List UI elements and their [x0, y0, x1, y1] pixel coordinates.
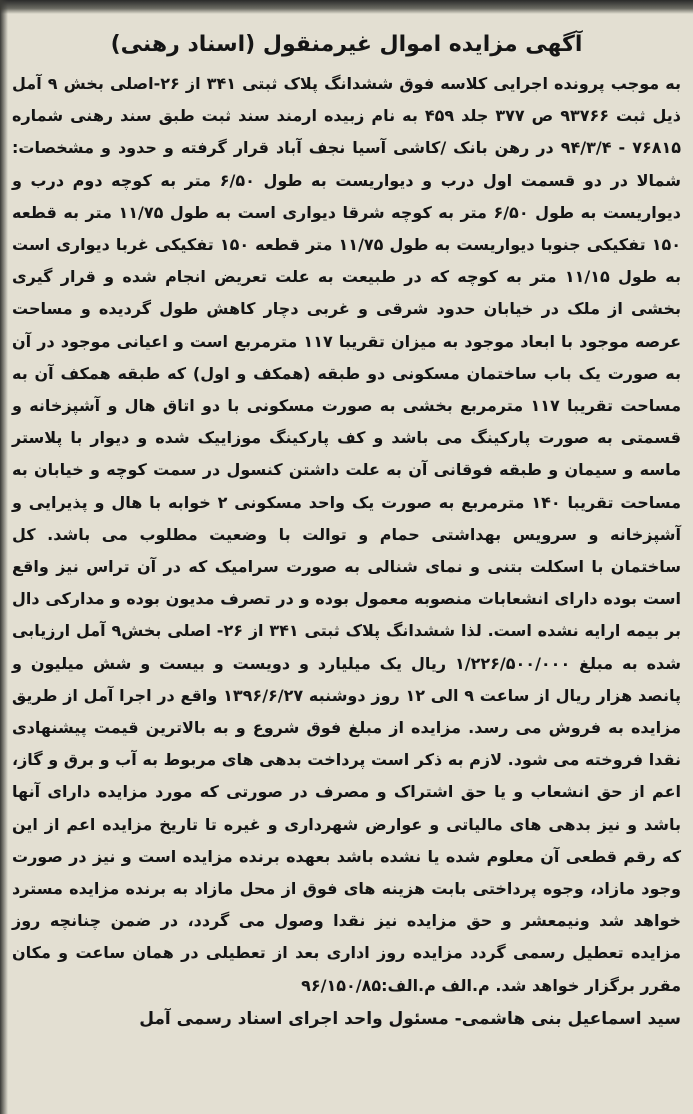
notice-signature: سید اسماعیل بنی هاشمی- مسئول واحد اجرای اسناد رسمی آمل [139, 1008, 681, 1029]
notice-title: آگهی مزایده اموال غیرمنقول (اسناد رهنی) [110, 32, 583, 57]
notice-body: به موجب پرونده اجرایی کلاسه فوق ششدانگ پلاک ثبتی ۳۴۱ از ۲۶-اصلی بخش ۹ آمل ذیل ثبت ۹۳۷۶۶ ص ۳۷۷ جلد ۴۵۹ به نام زبیده ارمند سند ثبت طبق سند رهنی شماره ۷۶۸۱۵ - ۹۴/۳/۴ در رهن بانک /کاشی آسیا نجف آباد قرار گرفته و حدود و مشخصات: شمالا در دو قسمت اول درب و دیواریست به طول ۶/۵۰ متر به کوچه دوم درب و دیواریست به طول ۶/۵۰ متر به کوچه شرقا دیواری است به طول ۱۱/۷۵ متر به قطعه ۱۵۰ تفکیکی جنوبا دیواریست به طول ۱۱/۷۵ متر قطعه ۱۵۰ تفکیکی غربا دیواری است به طول ۱۱/۱۵ متر به کوچه که در طبیعت به علت تعریض انجام شده و قرار گیری بخشی از ملک در خیابان حدود شرقی و غربی دچار کاهش طول گردیده و مساحت عرصه موجود با ابعاد موجود به میزان تقریبا ۱۱۷ مترمربع است و اعیانی موجود در آن به صورت یک باب ساختمان مسکونی دو طبقه (همکف و اول) که طبقه همکف آن به مساحت تقریبا ۱۱۷ مترمربع بخشی به صورت مسکونی با دو اتاق هال و آشپزخانه و قسمتی به صورت پارکینگ می باشد و کف پارکینگ موزاییک شده و دیوار با پلاستر ماسه و سیمان و طبقه فوقانی آن به علت داشتن کنسول در سمت کوچه و خیابان به مساحت تقریبا ۱۴۰ مترمربع به صورت یک واحد مسکونی ۲ خوابه با هال و پذیرایی و آشپزخانه و سرویس بهداشتی حمام و توالت با وضعیت مطلوب می باشد. کل ساختمان با اسکلت بتنی و نمای شنالی به صورت سرامیک که در آن تراس نیز واقع است بوده دارای انشعابات منصوبه معمول بوده و در تصرف مدیون بوده و مدارکی دال بر بیمه ارایه نشده است. لذا ششدانگ پلاک ثبتی ۳۴۱ از ۲۶- اصلی بخش۹ آمل ارزیابی شده به مبلغ ۱/۲۲۶/۵۰۰/۰۰۰ ریال یک میلیارد و دویست و بیست و شش میلیون و پانصد هزار ریال از ساعت ۹ الی ۱۲ روز دوشنبه ۱۳۹۶/۶/۲۷ واقع در اجرا آمل از طریق مزایده به فروش می رسد. مزایده از مبلغ فوق شروع و به بالاترین قیمت پیشنهادی نقدا فروخته می شود. لازم به ذکر است پرداخت بدهی های مربوط به آب و برق و گاز، اعم از حق انشعاب و یا حق اشتراک و مصرف در صورتی که مورد مزایده دارای آنها باشد و نیز بدهی های مالیاتی و عوارض شهرداری و غیره تا تاریخ مزایده اعم از این که رقم قطعی آن معلوم شده یا نشده باشد بعهده برنده مزایده است و نیز در صورت وجود مازاد، وجوه پرداختی بابت هزینه های فوق از محل مازاد به برنده مزایده مسترد خواهد شد ونیمعشر و حق مزایده نیز نقدا وصول می گردد، در ضمن چنانچه روز مزایده تعطیل رسمی گردد مزایده روز اداری بعد از تعطیلی در همان ساعت و مکان مقرر برگزار خواهد شد. م.الف م.الف:۹۶/۱۵۰/۸۵ [12, 74, 682, 995]
